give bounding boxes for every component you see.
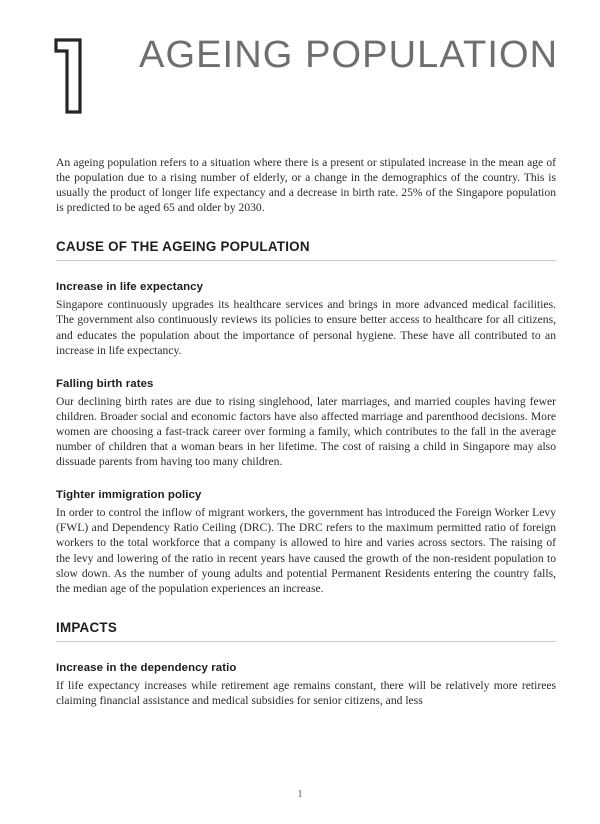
page-number: 1 [297,789,303,800]
intro-paragraph: An ageing population refers to a situation where there is a present or stipulated increase in the mean age of the population due to a rising number of elderly, or a change in the demographics of the country. This is usually the product of longer life expectancy and a decrease in birth rate. 25% of the Singapore population is predicted to be aged 65 and older by 2030. [56,156,556,215]
chapter-header [0,0,600,138]
subsection-increase-in-the-dependency-ratio [56,661,556,708]
subsection-paragraph: If life expectancy increases while retirement age remains constant, there will be relatively more retirees claiming financial assistance and medical subsidies for senior citizens, and less [56,678,556,707]
page-title: AGEING POPULATION [139,34,559,76]
subsection-heading: Increase in the dependency ratio [56,661,237,674]
section-impacts [56,620,556,708]
subsection-falling-birth-rates [56,377,556,469]
subsection-heading: Increase in life expectancy [56,281,204,294]
subsection-paragraph: In order to control the inflow of migrant workers, the government has introduced the Foreign Worker Levy (FWL) and Dependency Ratio Ceiling (DRC). The DRC refers to the maximum permitted ratio of foreign workers to the total workforce that a company is allowed to hire and varies across sectors. The raising of the levy and lowering of the ratio in recent years have caused the growth of the non-resident population to slow down. As the number of young adults and potential Permanent Residents entering the country falls, the median age of the population experiences an increase. [56,506,556,595]
section-heading: IMPACTS [56,620,556,642]
subsection-paragraph: Singapore continuously upgrades its healthcare services and brings in more advanced medical facilities. The government also continuously reviews its policies to ensure better access to healthcare for all citizens, and educates the population about the importance of personal hygiene. These have all contributed to an increase in life expectancy. [56,298,556,357]
section-cause-of-the-ageing-population [56,239,556,595]
subsection-tighter-immigration-policy [56,488,556,596]
subsection-heading: Tighter immigration policy [56,489,202,502]
subsection-heading: Falling birth rates [56,377,154,390]
subsection-increase-in-life-expectancy [56,280,556,357]
section-heading: CAUSE OF THE AGEING POPULATION [56,239,556,261]
chapter-number-outline-icon [47,33,109,119]
subsection-paragraph: Our declining birth rates are due to rising singlehood, later marriages, and married couples having fewer children. Broader social and economic factors have also affected marriage and parenthood decisions. More women are choosing a fast-track career over forming a family, which contributes to the fall in the average number of children that a woman bears in her lifetime. The cost of raising a child in Singapore may also dissuade parents from having too many children. [56,394,556,469]
document-content [56,155,556,708]
